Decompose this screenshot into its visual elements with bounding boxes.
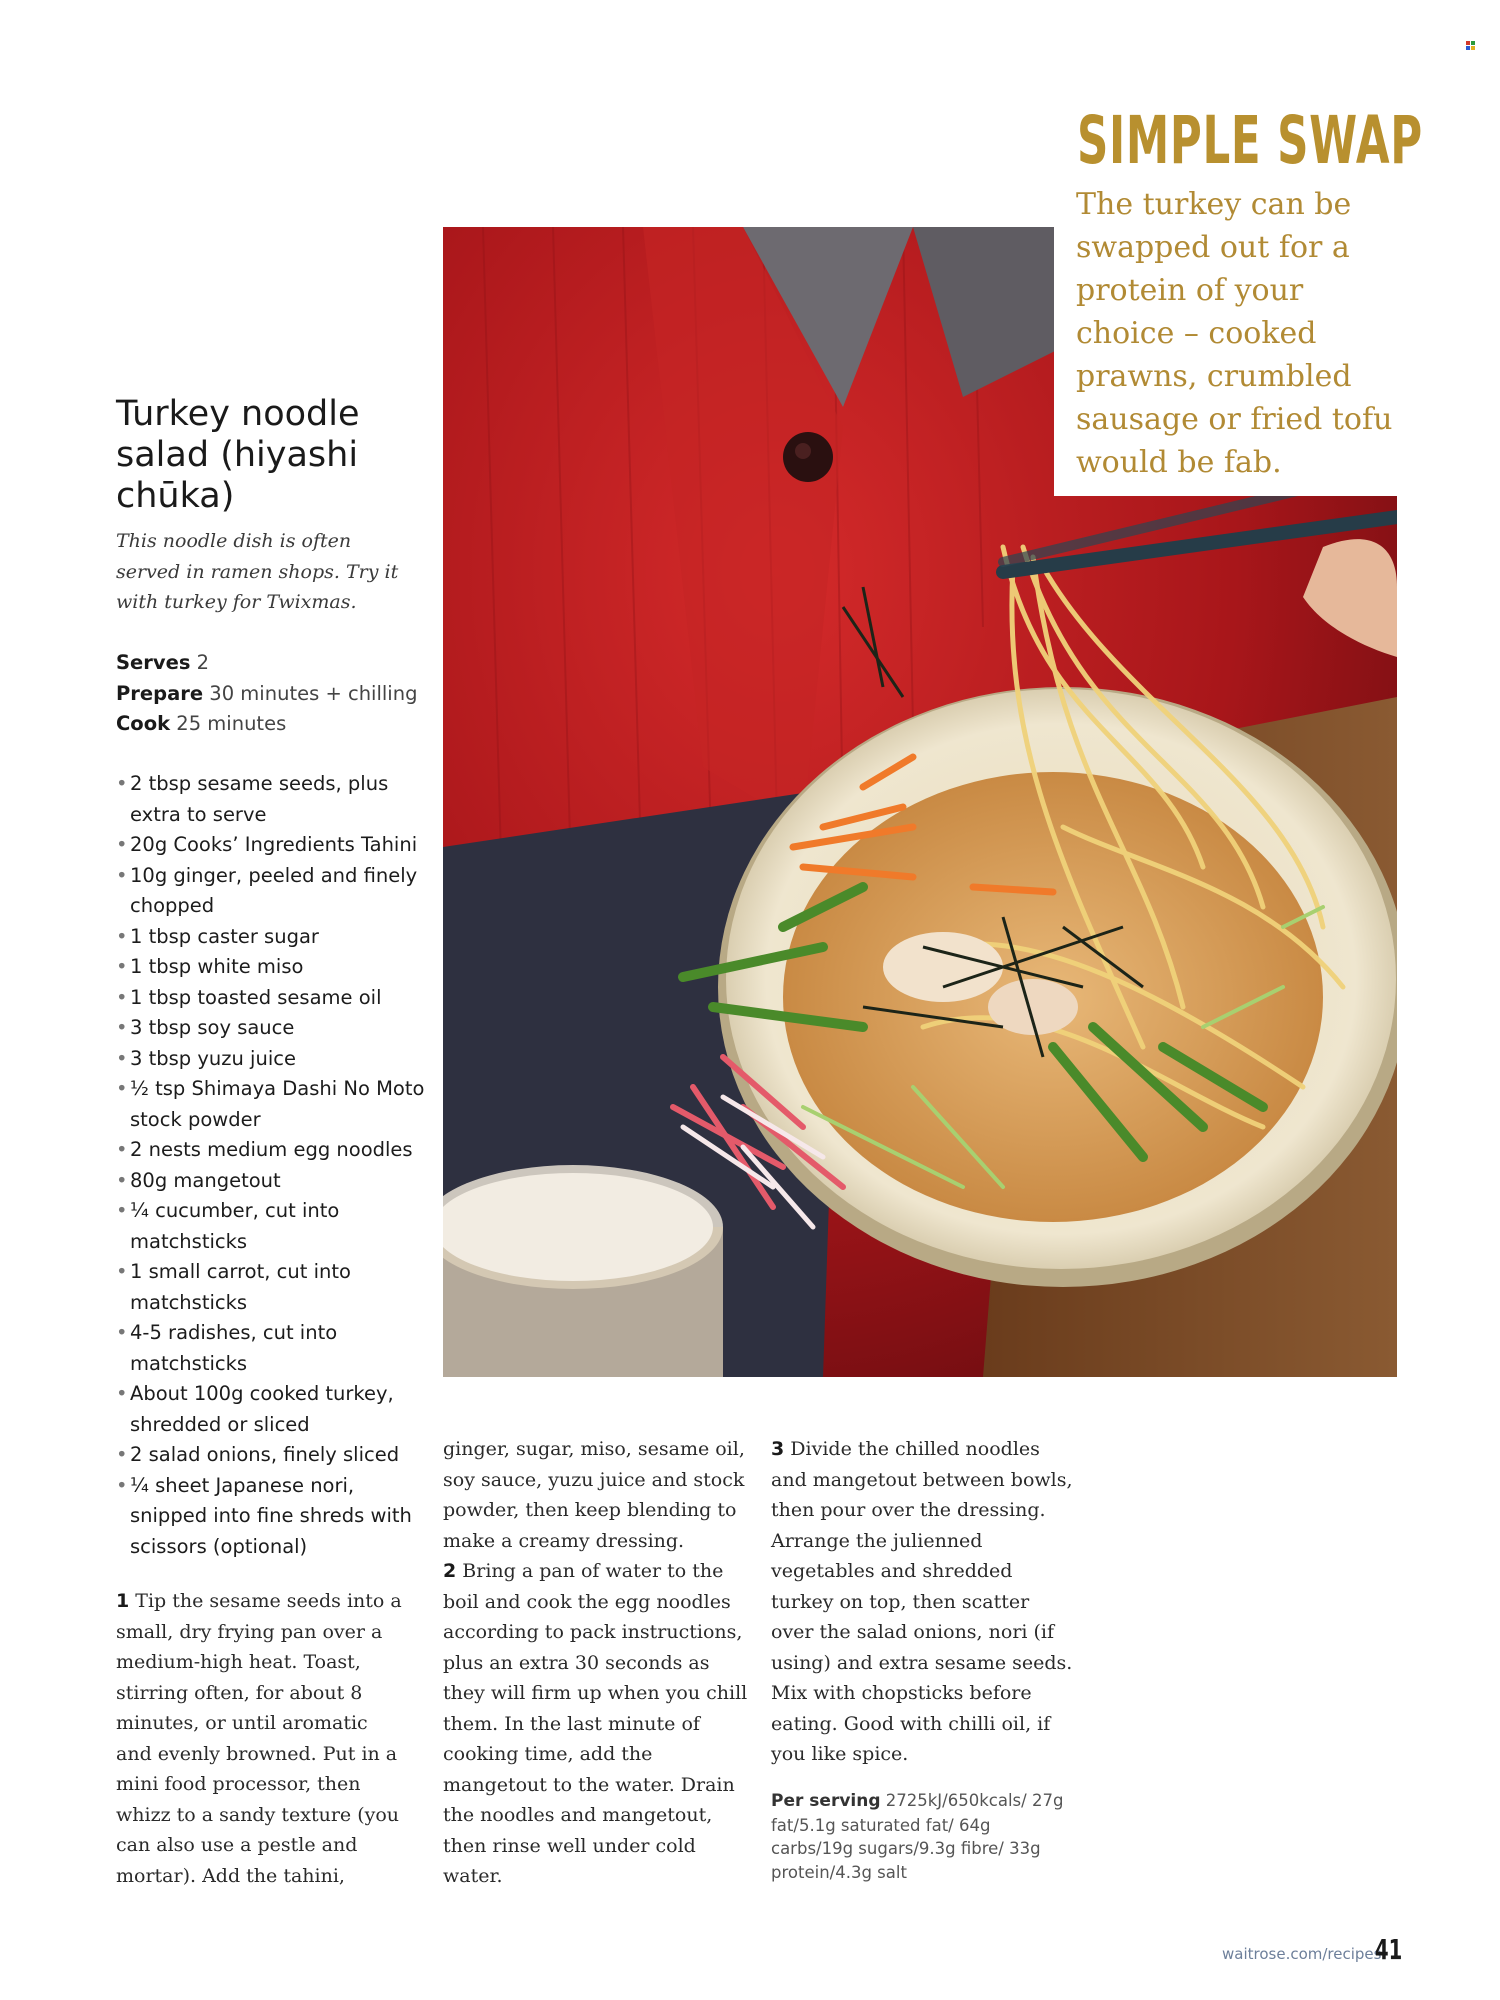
- method-step-3: [771, 1434, 1076, 1770]
- ingredient-item: [116, 769, 436, 830]
- step-text: Tip the sesame seeds into a small, dry frying pan over a medium-high heat. Toast, stirring often, for about 8 minutes, or until aromatic and evenly browned. Put in a mini food processor, then whizz to a sandy texture (you can also use a pestle and mortar). Add the tahini,: [116, 1590, 402, 1887]
- meta-label: Serves: [116, 651, 191, 674]
- ingredient-text: 2 nests medium egg noodles: [130, 1138, 413, 1161]
- bullet-icon: •: [116, 1473, 128, 1497]
- ingredient-text: 3 tbsp soy sauce: [130, 1016, 295, 1039]
- ingredient-item: [116, 830, 436, 861]
- bullet-icon: •: [116, 1321, 128, 1344]
- corner-mark-icon: [1466, 41, 1475, 50]
- bullet-icon: •: [116, 833, 128, 856]
- meta-serves: [116, 648, 417, 679]
- nutrition-info: [771, 1789, 1071, 1884]
- nutrition-label: Per serving: [771, 1791, 881, 1811]
- ingredient-item: [116, 1074, 436, 1135]
- step-number: 2: [443, 1560, 457, 1582]
- ingredient-item: [116, 1318, 436, 1379]
- bullet-icon: •: [116, 772, 128, 795]
- ingredient-text: ¼ sheet Japanese nori, snipped into fine shreds with scissors (optional): [130, 1473, 412, 1558]
- ingredient-item: [116, 1166, 436, 1197]
- bullet-icon: •: [116, 1168, 128, 1192]
- ingredient-item: [116, 1135, 436, 1166]
- bullet-icon: •: [116, 985, 128, 1009]
- ingredient-text: 2 salad onions, finely sliced: [130, 1443, 400, 1466]
- step-text: Divide the chilled noodles and mangetout between bowls, then pour over the dressing. Arrange the julienned vegetables and shredded turkey on top, then scatter over the salad onions, nori (if using) and extra sesame seeds. Mix with chopsticks before eating. Good with chilli oil, if you like spice.: [771, 1438, 1073, 1765]
- ingredient-item: [116, 1471, 436, 1563]
- ingredient-item: [116, 922, 436, 953]
- ingredient-item: [116, 1257, 436, 1318]
- bullet-icon: •: [116, 863, 128, 887]
- method-step-1: [116, 1586, 406, 1891]
- ingredient-text: 20g Cooks’ Ingredients Tahini: [130, 833, 418, 856]
- ingredient-text: 2 tbsp sesame seeds, plus extra to serve: [130, 772, 389, 826]
- meta-value: 30 minutes + chilling: [209, 681, 418, 705]
- bullet-icon: •: [116, 1077, 128, 1100]
- bullet-icon: •: [116, 1199, 128, 1222]
- step-text: Bring a pan of water to the boil and cook the egg noodles according to pack instructions, plus an extra 30 seconds as they will firm up when you chill them. In the last minute of cooking time, add the mangetout to the water. Drain the noodles and mangetout, then rinse well under cold water.: [443, 1560, 748, 1887]
- ingredient-text: 10g ginger, peeled and finely chopped: [130, 863, 418, 917]
- ingredient-item: [116, 952, 436, 983]
- bullet-icon: •: [116, 1016, 128, 1039]
- ingredient-item: [116, 1440, 436, 1471]
- ingredient-text: 1 tbsp white miso: [130, 955, 304, 978]
- simple-swap-text: The turkey can be swapped out for a protein of your choice – cooked prawns, crumbled sausage or fried tofu would be fab.: [1076, 187, 1393, 480]
- nutrition-values: 2725kJ/650kcals/ 27g fat/5.1g saturated fat/ 64g carbs/19g sugars/9.3g fibre/ 33g protein/4.3g salt: [771, 1791, 1064, 1882]
- bullet-icon: •: [116, 924, 128, 948]
- ingredient-item: [116, 1379, 436, 1440]
- recipe-title: Turkey noodle salad (hiyashi chūka): [116, 394, 360, 516]
- meta-label: Cook: [116, 712, 171, 735]
- ingredient-text: 80g mangetout: [130, 1168, 281, 1192]
- bullet-icon: •: [116, 1046, 128, 1070]
- ingredients-list: [116, 769, 436, 1562]
- bullet-icon: •: [116, 955, 128, 978]
- bullet-icon: •: [116, 1138, 128, 1161]
- ingredient-text: 1 tbsp toasted sesame oil: [130, 985, 382, 1009]
- ingredient-text: About 100g cooked turkey, shredded or sliced: [130, 1382, 394, 1436]
- bullet-icon: •: [116, 1443, 128, 1466]
- method-column-2: [443, 1434, 748, 1892]
- ingredient-text: ¼ cucumber, cut into matchsticks: [130, 1199, 340, 1253]
- recipe-intro: This noodle dish is often served in ramen shops. Try it with turkey for Twixmas.: [116, 530, 399, 613]
- simple-swap-title: SIMPLE SWAP: [1077, 102, 1423, 179]
- meta-label: Prepare: [116, 681, 204, 705]
- step-1-continued: ginger, sugar, miso, sesame oil, soy sauce, yuzu juice and stock powder, then keep blending to make a creamy dressing.: [443, 1438, 745, 1552]
- ingredient-text: ½ tsp Shimaya Dashi No Moto stock powder: [130, 1077, 425, 1131]
- step-number: 3: [771, 1438, 785, 1460]
- meta-prepare: [116, 679, 417, 710]
- ingredient-item: [116, 1044, 436, 1075]
- ingredient-text: 3 tbsp yuzu juice: [130, 1046, 296, 1070]
- website-link[interactable]: waitrose.com/recipes: [1222, 1945, 1382, 1963]
- ingredient-item: [116, 1196, 436, 1257]
- ingredient-item: [116, 1013, 436, 1044]
- bullet-icon: •: [116, 1260, 128, 1283]
- method-step-2: [443, 1556, 748, 1892]
- ingredient-text: 4-5 radishes, cut into matchsticks: [130, 1321, 338, 1375]
- meta-value: 2: [196, 651, 210, 674]
- ingredient-text: 1 tbsp caster sugar: [130, 924, 319, 948]
- ingredient-text: 1 small carrot, cut into matchsticks: [130, 1260, 351, 1314]
- bullet-icon: •: [116, 1382, 128, 1405]
- step-number: 1: [116, 1590, 130, 1612]
- ingredient-item: [116, 983, 436, 1014]
- recipe-meta: [116, 648, 417, 740]
- meta-cook: [116, 709, 417, 740]
- ingredient-item: [116, 861, 436, 922]
- meta-value: 25 minutes: [176, 712, 287, 735]
- page-number: 41: [1375, 1933, 1403, 1966]
